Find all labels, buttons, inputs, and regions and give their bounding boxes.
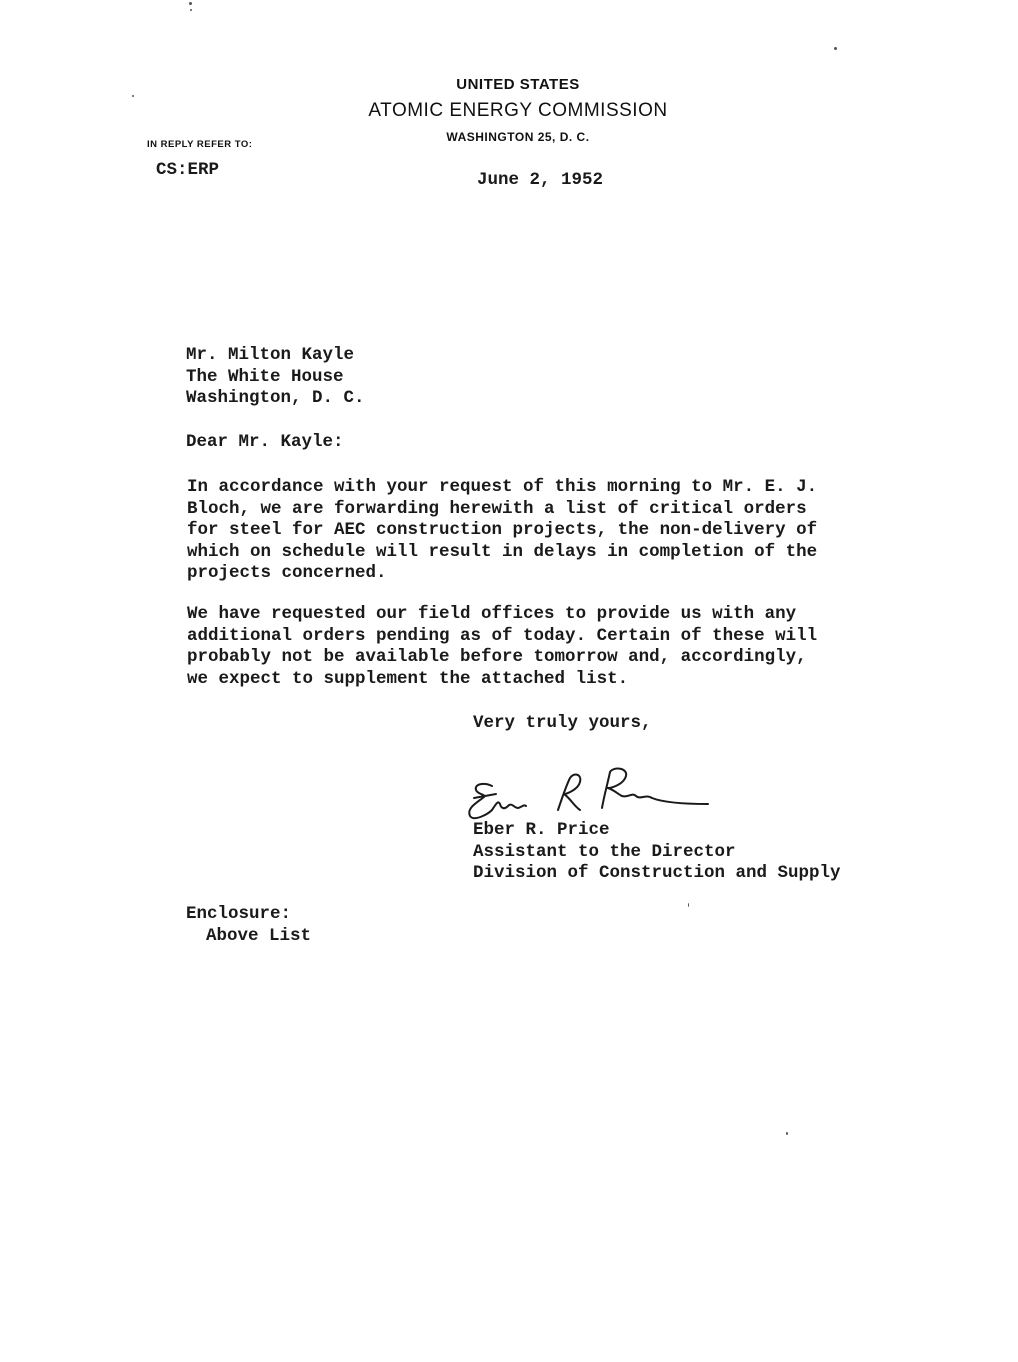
complimentary-closing: Very truly yours, [473, 713, 652, 733]
body-line: additional orders pending as of today. Certain of these will [187, 625, 818, 646]
enclosure-item: Above List [206, 926, 312, 946]
signature-block [473, 820, 841, 885]
letterhead-address: WASHINGTON 25, D. C. [446, 130, 590, 144]
body-line: probably not be available before tomorrow and, accordingly, [187, 647, 807, 668]
signatory-name: Eber R. Price [473, 820, 610, 840]
scan-speck [786, 1132, 788, 1135]
recipient-city: Washington, D. C. [186, 388, 365, 408]
scan-speck [688, 903, 689, 907]
body-line: We have requested our field offices to provide us with any [187, 604, 797, 624]
body-line: we expect to supplement the attached list. [187, 668, 629, 689]
body-line: for steel for AEC construction projects, the non-delivery of [187, 520, 818, 541]
body-line: In accordance with your request of this morning to Mr. E. J. [187, 477, 818, 497]
body-line: projects concerned. [187, 563, 387, 584]
salutation: Dear Mr. Kayle: [186, 432, 344, 452]
scan-speck [190, 9, 192, 11]
recipient-name: Mr. Milton Kayle [186, 345, 355, 365]
signatory-division: Division of Construction and Supply [473, 863, 841, 883]
body-paragraph-1 [187, 477, 817, 585]
enclosure-note [186, 903, 311, 947]
body-paragraph-2 [187, 604, 817, 690]
recipient-address [186, 345, 365, 410]
reference-code: CS:ERP [156, 160, 220, 180]
body-line: Bloch, we are forwarding herewith a list of critical orders [187, 498, 807, 519]
recipient-organization: The White House [186, 366, 344, 387]
handwritten-signature [462, 764, 722, 826]
body-line: which on schedule will result in delays in completion of the [187, 541, 818, 562]
enclosure-label: Enclosure: [186, 904, 292, 924]
letter-date: June 2, 1952 [477, 170, 604, 190]
signatory-title: Assistant to the Director [473, 841, 736, 862]
letterhead-country: UNITED STATES [456, 76, 580, 93]
letterhead-agency: ATOMIC ENERGY COMMISSION [368, 100, 668, 121]
scan-speck [132, 95, 134, 97]
scan-speck [189, 2, 192, 5]
reply-refer-label: IN REPLY REFER TO: [147, 139, 253, 150]
scan-speck [834, 47, 837, 50]
